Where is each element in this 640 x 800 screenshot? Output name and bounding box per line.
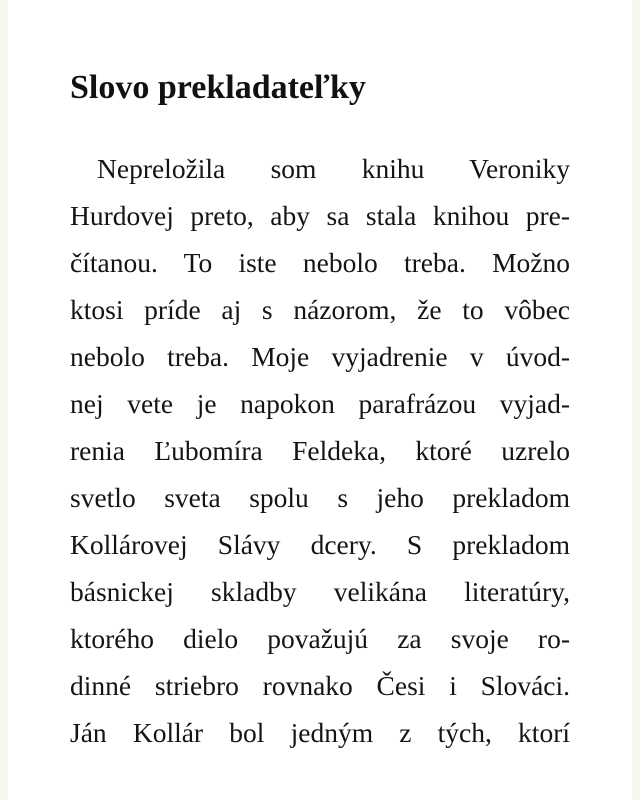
text-line: Nepreložila som knihu Veroniky: [97, 153, 570, 184]
text-line: básnickej skladby velikána literatúry,: [70, 576, 570, 607]
chapter-heading: Slovo prekladateľky: [70, 69, 366, 106]
text-line: dinné striebro rovnako Česi i Slováci.: [70, 670, 570, 701]
text-line: svetlo sveta spolu s jeho prekladom: [70, 482, 570, 513]
text-line: Kollárovej Slávy dcery. S prekladom: [70, 529, 570, 560]
page-margin-right: [632, 0, 640, 800]
text-line: renia Ľubomíra Feldeka, ktoré uzrelo: [70, 435, 570, 466]
text-line: Hurdovej preto, aby sa stala knihou pre-: [70, 200, 570, 231]
text-line: ktorého dielo považujú za svoje ro-: [70, 623, 570, 654]
body-paragraph: [70, 145, 570, 756]
text-line: nebolo treba. Moje vyjadrenie v úvod-: [70, 341, 570, 372]
text-line: nej vete je napokon parafrázou vyjad-: [70, 388, 570, 419]
text-line: čítanou. To iste nebolo treba. Možno: [70, 247, 570, 278]
text-line: Ján Kollár bol jedným z tých, ktorí: [70, 717, 570, 748]
page-margin-left: [0, 0, 8, 800]
text-line: ktosi príde aj s názorom, že to vôbec: [70, 294, 570, 325]
